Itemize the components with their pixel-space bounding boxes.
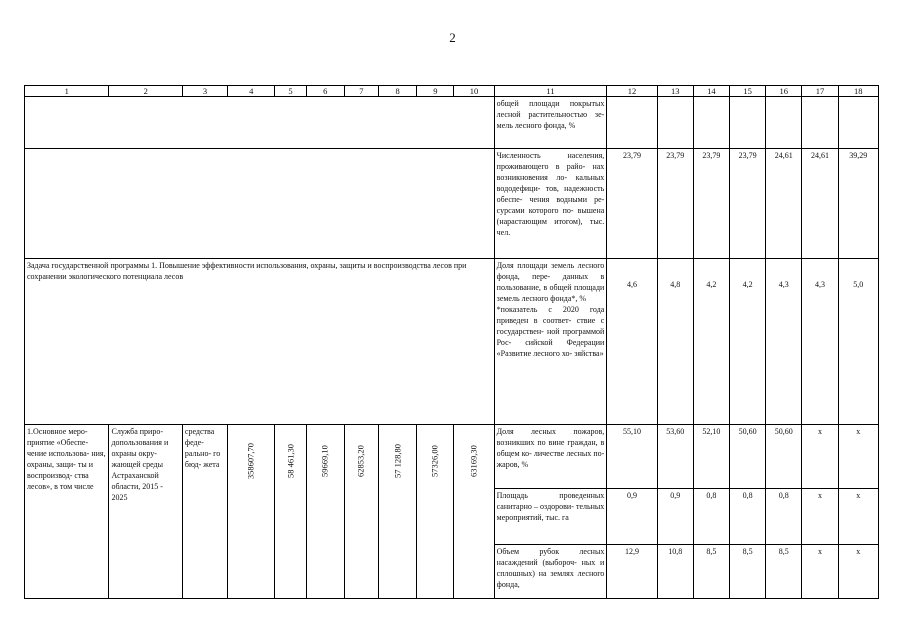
indicator-name <box>494 259 607 425</box>
measure-executor: Служба приро- допользования и охраны окру- жающей среды Астраханской области, 2015 - 2025 <box>109 425 182 599</box>
indicator-value: 23,79 <box>693 149 729 259</box>
indicator-value: 8,5 <box>693 545 729 599</box>
indicator-value: 0,9 <box>607 489 657 545</box>
header-row <box>25 86 879 97</box>
indicator-value: 4,8 <box>657 259 693 425</box>
measure-name: 1.Основное меро- приятие «Обеспе- чение использова- ния, охраны, защи- ты и воспроизвод- ства лесов», в том числе <box>25 425 109 599</box>
funding-value: 63169,30 <box>468 445 479 477</box>
program-table <box>24 85 879 599</box>
indicator-name: Численность населения, проживающего в райо- нах возникновения ло- кальных вододефици- тов, надежность обеспе- чения водными ре- сурсами которого по- вышена (нарастающим итогом), тыс. чел. <box>494 149 607 259</box>
indicator-value: х <box>802 545 838 599</box>
indicator-value: х <box>838 425 878 489</box>
indicator-name: Доля лесных пожаров, возникших по вине граждан, в общем ко- личестве лесных по- жаров, % <box>494 425 607 489</box>
indicator-value: 8,5 <box>766 545 802 599</box>
col-header: 12 <box>607 86 657 97</box>
col-header: 9 <box>417 86 454 97</box>
funding-value: 57326,00 <box>429 445 440 477</box>
indicator-value: 4,3 <box>766 259 802 425</box>
indicator-value: 24,61 <box>766 149 802 259</box>
empty-cell <box>25 97 495 149</box>
funding-year <box>454 425 494 599</box>
indicator-value: 8,5 <box>730 545 766 599</box>
indicator-value: 53,60 <box>657 425 693 489</box>
indicator-value: 23,79 <box>607 149 657 259</box>
col-header: 17 <box>802 86 838 97</box>
funding-source: средства феде- рально- го бюд- жета <box>182 425 227 599</box>
indicator-value: 39,29 <box>838 149 878 259</box>
task-row <box>25 259 879 425</box>
table-row <box>25 97 879 149</box>
indicator-value: 50,60 <box>730 425 766 489</box>
indicator-value: 4,2 <box>730 259 766 425</box>
indicator-value: 23,79 <box>730 149 766 259</box>
measure-row <box>25 425 879 489</box>
col-header: 6 <box>306 86 344 97</box>
indicator-name: Площадь проведенных санитарно – оздорови- тельных мероприятий, тыс. га <box>494 489 607 545</box>
indicator-value: 0,8 <box>766 489 802 545</box>
funding-value: 57 128,80 <box>392 444 403 478</box>
col-header: 7 <box>344 86 378 97</box>
indicator-value: 0,9 <box>657 489 693 545</box>
indicator-value: х <box>802 425 838 489</box>
page-number: 2 <box>449 30 456 45</box>
funding-year <box>344 425 378 599</box>
indicator-value: 5,0 <box>838 259 878 425</box>
col-header: 8 <box>379 86 417 97</box>
task-title: Задача государственной программы 1. Повышение эффективности использования, охраны, защиты и воспроизводства лесов при сохранении экологического потенциала лесов <box>25 259 495 425</box>
indicator-value: 4,3 <box>802 259 838 425</box>
funding-value: 358607,70 <box>245 442 256 480</box>
col-header: 18 <box>838 86 878 97</box>
col-header: 14 <box>693 86 729 97</box>
indicator-name: Объем рубок лесных насаждений (выбороч- ных и сплошных) на землях лесного фонда, <box>494 545 607 599</box>
indicator-value <box>838 97 878 149</box>
indicator-value <box>657 97 693 149</box>
indicator-value <box>730 97 766 149</box>
indicator-value: 0,8 <box>693 489 729 545</box>
col-header: 3 <box>182 86 227 97</box>
col-header: 15 <box>730 86 766 97</box>
indicator-value: х <box>802 489 838 545</box>
indicator-value <box>607 97 657 149</box>
col-header: 16 <box>766 86 802 97</box>
col-header: 1 <box>25 86 109 97</box>
indicator-value: 52,10 <box>693 425 729 489</box>
indicator-value: 12,9 <box>607 545 657 599</box>
indicator-name: общей площади покрытых лесной растительностью зе- мель лесного фонда, % <box>494 97 607 149</box>
col-header: 13 <box>657 86 693 97</box>
indicator-value <box>766 97 802 149</box>
indicator-value: х <box>838 489 878 545</box>
indicator-value: 24,61 <box>802 149 838 259</box>
indicator-value: 4,2 <box>693 259 729 425</box>
indicator-value: 10,8 <box>657 545 693 599</box>
col-header: 11 <box>494 86 607 97</box>
funding-year <box>275 425 306 599</box>
indicator-value: 4,6 <box>607 259 657 425</box>
indicator-value: 0,8 <box>730 489 766 545</box>
funding-year <box>306 425 344 599</box>
indicator-value <box>802 97 838 149</box>
funding-total <box>228 425 275 599</box>
indicator-footnote: *показатель с 2020 года приведен в соответ- ствие с государствен- ной программой Рос- сийской Федерации «Развитие лесного хо- зяйства» <box>496 305 605 358</box>
empty-cell <box>25 149 495 259</box>
indicator-value: 50,60 <box>766 425 802 489</box>
indicator-value: 55,10 <box>607 425 657 489</box>
funding-year <box>417 425 454 599</box>
funding-value: 62853,20 <box>355 445 366 477</box>
indicator-value: х <box>838 545 878 599</box>
funding-year <box>379 425 417 599</box>
col-header: 4 <box>228 86 275 97</box>
funding-value: 58 461,30 <box>285 444 295 478</box>
col-header: 10 <box>454 86 494 97</box>
indicator-value <box>693 97 729 149</box>
indicator-value: 23,79 <box>657 149 693 259</box>
indicator-label: Доля площади земель лесного фонда, пере- данных в пользование, в общей площади земель лесного фонда*, % <box>496 261 605 303</box>
col-header: 2 <box>109 86 182 97</box>
funding-value: 59669,10 <box>319 445 330 477</box>
table-row <box>25 149 879 259</box>
col-header: 5 <box>275 86 306 97</box>
